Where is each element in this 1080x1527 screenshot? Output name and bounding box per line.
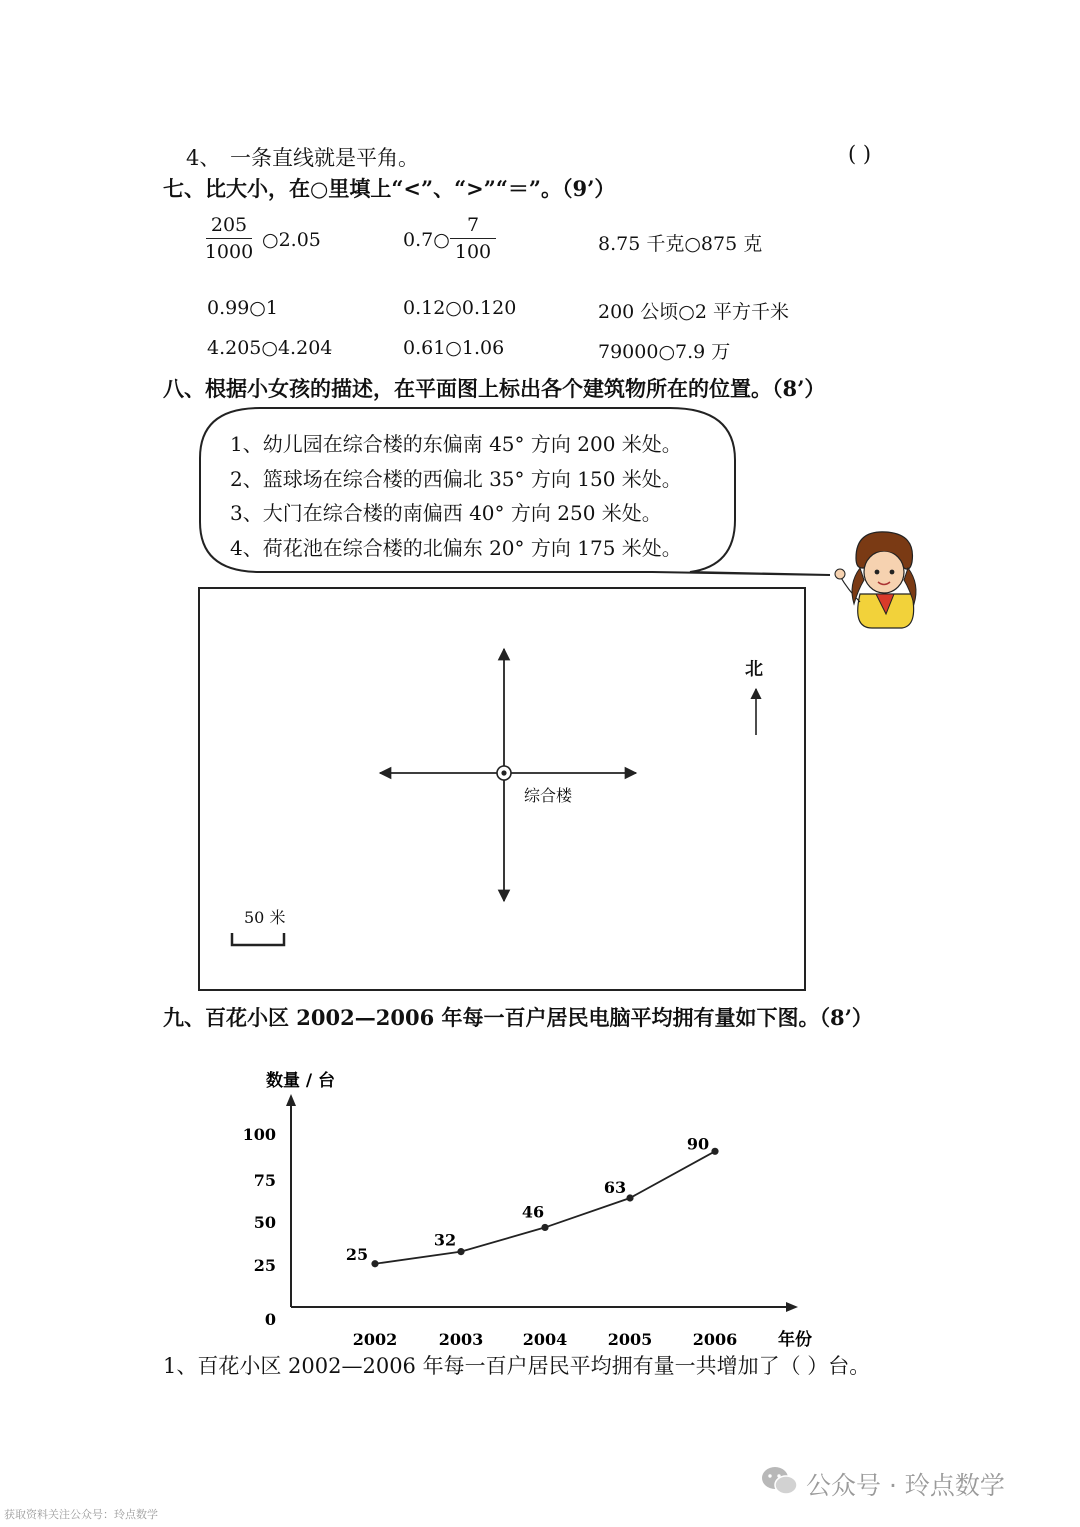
fraction-205-1000 bbox=[204, 212, 254, 265]
item-number: 4、 bbox=[186, 146, 221, 170]
pointing-hand bbox=[835, 569, 845, 579]
data-point bbox=[371, 1260, 378, 1267]
answer-blank[interactable]: ( ) bbox=[848, 142, 872, 166]
compare-item[interactable]: ○2.05 bbox=[262, 229, 321, 251]
compare-item[interactable]: 79000○7.9 万 bbox=[598, 341, 731, 363]
map-drawing bbox=[198, 587, 806, 991]
line-chart bbox=[240, 1062, 840, 1362]
x-axis-arrow bbox=[786, 1302, 798, 1312]
y-axis-arrow bbox=[286, 1094, 296, 1106]
bubble-line: 2、篮球场在综合楼的西偏北 35° 方向 150 米处。 bbox=[230, 467, 682, 491]
denominator: 1000 bbox=[204, 241, 254, 263]
data-point bbox=[457, 1248, 464, 1255]
compare-item[interactable]: 0.61○1.06 bbox=[403, 337, 505, 359]
data-label: 90 bbox=[686, 1134, 710, 1154]
fraction-7-100 bbox=[448, 212, 498, 265]
section-7-heading: 七、比大小，在○里填上“<”、“>”“＝”。（9’） bbox=[163, 176, 616, 201]
footer-brand: 公众号 · 玲点数学 bbox=[806, 1471, 1005, 1500]
series-line bbox=[375, 1151, 715, 1263]
girl-illustration bbox=[832, 528, 927, 630]
y-tick-label: 100 bbox=[242, 1125, 276, 1144]
data-label: 46 bbox=[521, 1202, 545, 1222]
eye bbox=[890, 570, 895, 575]
x-tick-label: 2006 bbox=[692, 1330, 738, 1349]
question-1: 1、百花小区 2002—2006 年每一百户居民平均拥有量一共增加了（ ）台。 bbox=[163, 1354, 871, 1378]
eye bbox=[875, 570, 880, 575]
data-point bbox=[626, 1194, 633, 1201]
bubble-line: 3、大门在综合楼的南偏西 40° 方向 250 米处。 bbox=[230, 501, 662, 525]
data-point bbox=[711, 1148, 718, 1155]
footer-note: 获取资料关注公众号：玲点数学 bbox=[4, 1508, 158, 1521]
y-tick-label: 25 bbox=[253, 1256, 276, 1275]
x-tick-label: 2004 bbox=[522, 1330, 568, 1349]
numerator: 7 bbox=[466, 214, 480, 236]
data-point bbox=[541, 1224, 548, 1231]
compare-item[interactable]: 0.7○ bbox=[403, 229, 450, 251]
wechat-icon bbox=[760, 1464, 800, 1498]
north-label: 北 bbox=[745, 659, 763, 680]
y-tick-label: 50 bbox=[253, 1213, 276, 1232]
judge-statement: 一条直线就是平角。 bbox=[230, 146, 419, 170]
compare-item[interactable]: 4.205○4.204 bbox=[207, 337, 333, 359]
numerator: 205 bbox=[210, 214, 248, 236]
data-label: 25 bbox=[345, 1244, 369, 1264]
denominator: 100 bbox=[454, 241, 492, 263]
section-8-heading: 八、根据小女孩的描述，在平面图上标出各个建筑物所在的位置。（8’） bbox=[163, 376, 826, 401]
x-axis-title: 年份 bbox=[778, 1330, 812, 1350]
compare-item[interactable]: 0.12○0.120 bbox=[403, 297, 517, 319]
x-tick-label: 2003 bbox=[438, 1330, 484, 1349]
compare-item[interactable]: 200 公顷○2 平方千米 bbox=[598, 301, 790, 323]
compare-item[interactable]: 0.99○1 bbox=[207, 297, 278, 319]
section-9-heading: 九、百花小区 2002—2006 年每一百户居民电脑平均拥有量如下图。（8’） bbox=[163, 1005, 873, 1030]
scale-label: 50 米 bbox=[244, 908, 286, 927]
y-axis-title: 数量 / 台 bbox=[266, 1071, 336, 1091]
data-label: 63 bbox=[603, 1178, 627, 1198]
bubble-line: 1、幼儿园在综合楼的东偏南 45° 方向 200 米处。 bbox=[230, 432, 682, 456]
data-label: 32 bbox=[433, 1230, 457, 1250]
face bbox=[864, 551, 904, 593]
y-tick-label: 0 bbox=[264, 1310, 276, 1329]
x-tick-label: 2002 bbox=[352, 1330, 398, 1349]
x-tick-label: 2005 bbox=[607, 1330, 653, 1349]
scale-bar bbox=[232, 933, 284, 945]
bubble-line: 4、荷花池在综合楼的北偏东 20° 方向 175 米处。 bbox=[230, 536, 682, 560]
compare-item[interactable]: 8.75 千克○875 克 bbox=[598, 233, 763, 255]
y-tick-label: 75 bbox=[253, 1171, 276, 1190]
building-label: 综合楼 bbox=[524, 786, 573, 805]
